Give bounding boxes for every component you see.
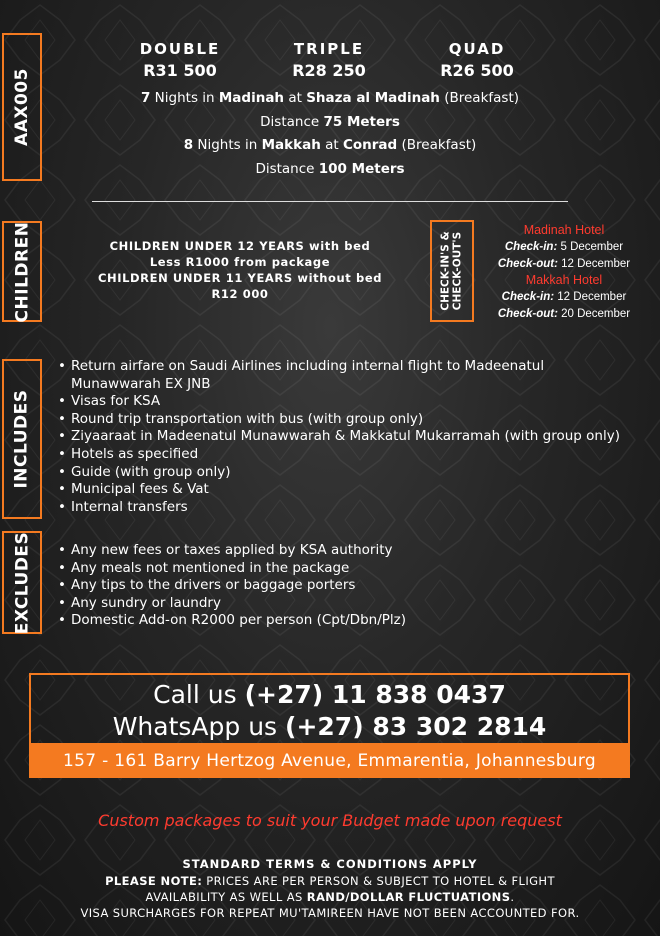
- checkin-details: [484, 222, 644, 323]
- makkah-hotel-title: Makkah Hotel: [525, 273, 603, 288]
- madinah-distance: Distance 75 Meters: [260, 114, 400, 130]
- list-item: • Hotels as specified: [58, 446, 578, 464]
- whatsapp-line[interactable]: WhatsApp us (+27) 83 302 2814: [112, 712, 547, 741]
- terms-note: PLEASE NOTE: PRICES ARE PER PERSON & SUBJECT TO HOTEL & FLIGHT: [105, 874, 555, 888]
- terms-visa: VISA SURCHARGES FOR REPEAT MU'TAMIREEN HAVE NOT BEEN ACCOUNTED FOR.: [80, 906, 580, 920]
- list-item: • Guide (with group only): [58, 464, 578, 482]
- price-double: [105, 40, 255, 80]
- phone-number: (+27) 11 838 0437: [244, 680, 506, 709]
- makkah-stay: 8 Nights in Makkah at Conrad (Breakfast): [183, 137, 477, 153]
- madinah-checkout: Check-out: 12 December: [497, 257, 631, 270]
- package-code: AAX005: [12, 68, 32, 146]
- list-item: • Any meals not mentioned in the package: [58, 560, 638, 578]
- list-item: • Any sundry or laundry: [58, 595, 638, 613]
- section-divider: [92, 201, 568, 202]
- list-item: • Round trip transportation with bus (with group only): [58, 411, 578, 429]
- makkah-distance: Distance 100 Meters: [255, 161, 405, 177]
- includes-tab: INCLUDES: [2, 359, 42, 519]
- package-code-tab: [2, 33, 42, 181]
- makkah-checkin: Check-in: 12 December: [501, 291, 627, 304]
- madinah-hotel-title: Madinah Hotel: [523, 223, 605, 237]
- children-tab: CHILDREN: [2, 221, 42, 322]
- list-item: • Any new fees or taxes applied by KSA authority: [58, 542, 638, 560]
- call-line[interactable]: Call us (+27) 11 838 0437: [153, 680, 506, 709]
- contact-box: [29, 673, 630, 745]
- room-price: R28 250: [292, 61, 366, 80]
- list-item: • Any tips to the drivers or baggage porters: [58, 577, 638, 595]
- list-item: • Internal transfers: [58, 499, 578, 517]
- list-item: • Domestic Add-on R2000 per person (Cpt/Dbn/Plz): [58, 612, 638, 630]
- madinah-checkin: Check-in: 5 December: [504, 240, 624, 253]
- custom-packages-note: Custom packages to suit your Budget made upon request: [98, 811, 562, 830]
- makkah-checkout: Check-out: 20 December: [497, 307, 631, 320]
- list-item: • Return airfare on Saudi Airlines including internal flight to Madeenatul Munawwarah EX JNB: [58, 358, 578, 393]
- address-bar: 157 - 161 Barry Hertzog Avenue, Emmarentia, Johannesburg: [29, 745, 630, 778]
- list-item: • Municipal fees & Vat: [58, 481, 578, 499]
- whatsapp-number: (+27) 83 302 2814: [285, 712, 547, 741]
- price-quad: [402, 40, 552, 80]
- excludes-list: [58, 542, 638, 630]
- terms-title: STANDARD TERMS & CONDITIONS APPLY: [182, 857, 478, 871]
- list-item: • Ziyaaraat in Madeenatul Munawwarah & Makkatul Mukarramah (with group only): [58, 428, 578, 446]
- room-price: R26 500: [440, 61, 514, 80]
- terms-fluctuation: AVAILABILITY AS WELL AS RAND/DOLLAR FLUCTUATIONS.: [145, 890, 515, 904]
- list-item: • Visas for KSA: [58, 393, 578, 411]
- excludes-tab: EXCLUDES: [2, 531, 42, 634]
- room-type: QUAD: [448, 40, 506, 58]
- checkin-tab: CHECK-IN'S & CHECK-OUT'S: [430, 220, 474, 322]
- children-pricing: CHILDREN UNDER 12 YEARS with bed Less R1000 from package CHILDREN UNDER 11 YEARS without bed R12 000: [97, 239, 383, 301]
- madinah-stay: 7 Nights in Madinah at Shaza al Madinah (Breakfast): [140, 90, 520, 106]
- room-price: R31 500: [143, 61, 217, 80]
- includes-list: [58, 358, 620, 516]
- price-triple: [254, 40, 404, 80]
- room-type: DOUBLE: [139, 40, 221, 58]
- room-type: TRIPLE: [293, 40, 365, 58]
